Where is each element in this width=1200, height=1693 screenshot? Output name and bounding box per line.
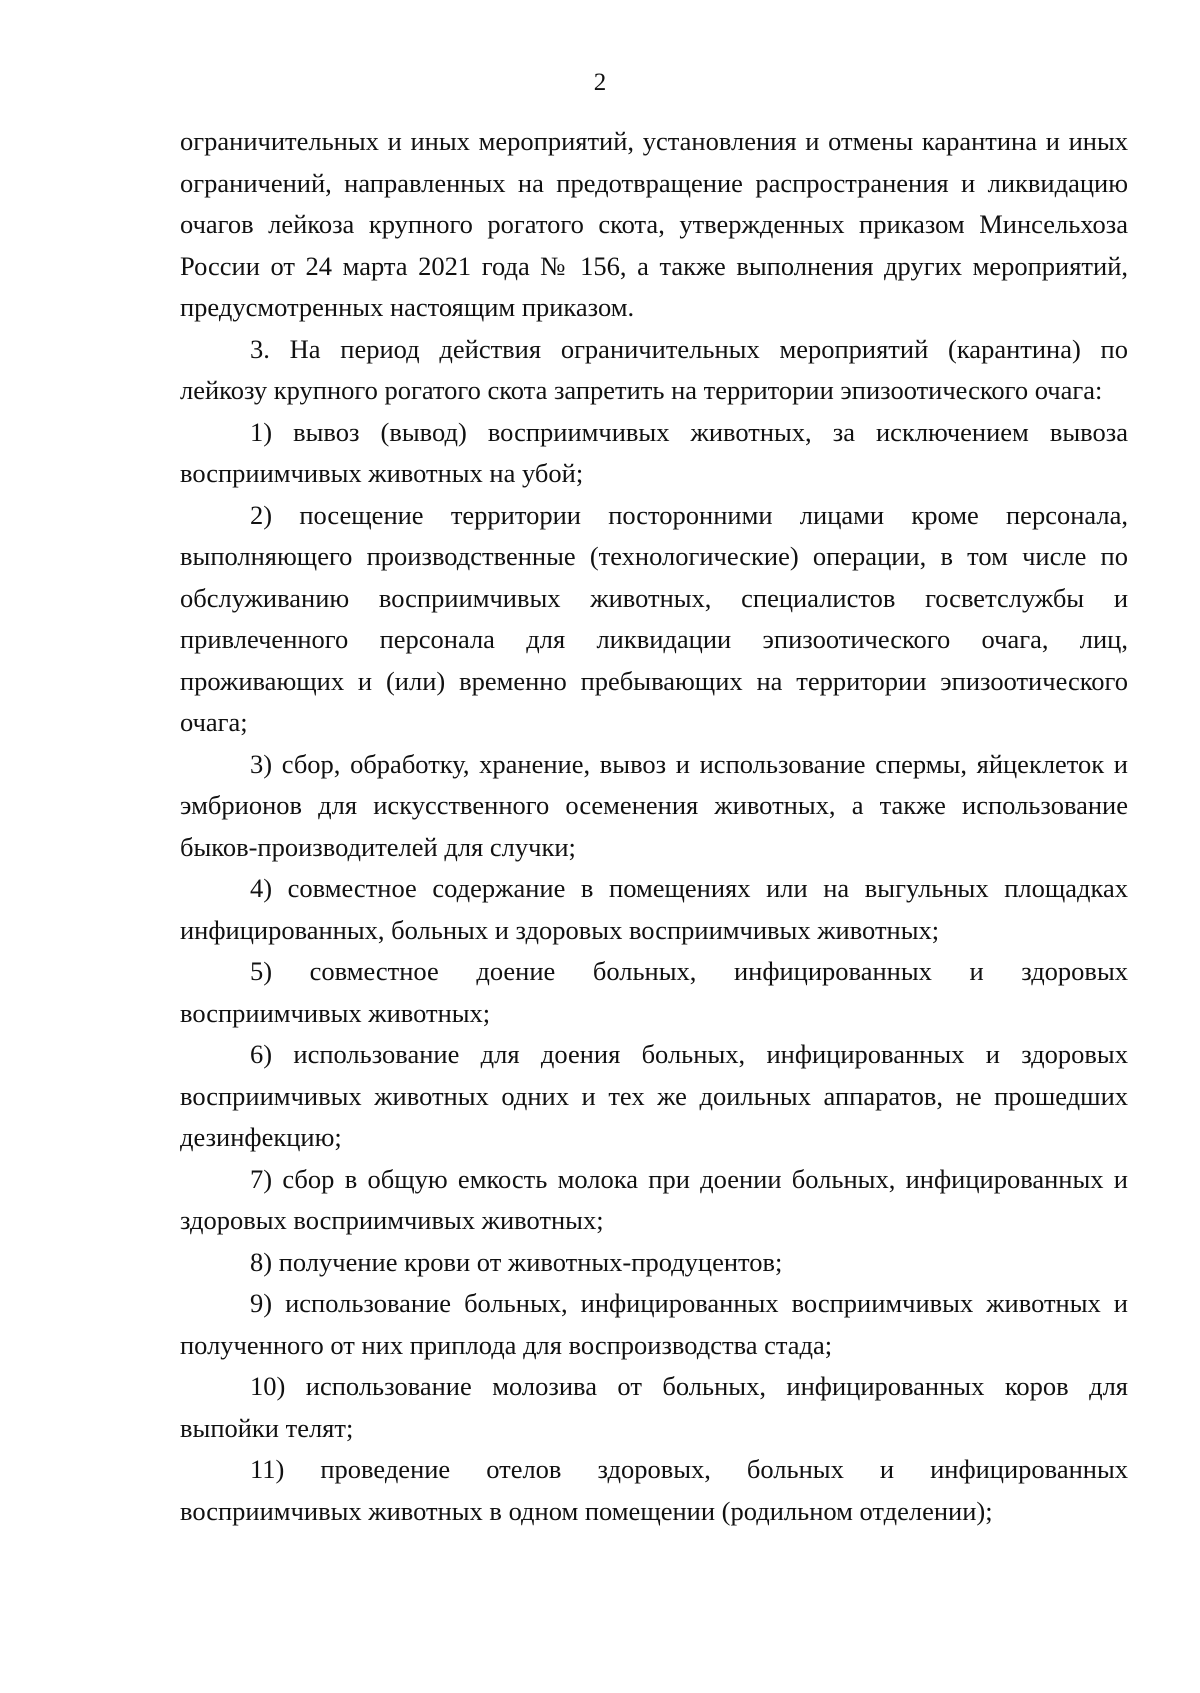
paragraph-continuation: ограничительных и иных мероприятий, установления и отмены карантина и иных ограничений, направленных на предотвращение распространения и ликвидацию очагов лейкоза крупного рогатого скота, утвержденных приказом Минсельхоза России от 24 марта 2021 года № 156, а также выполнения других мероприятий, предусмотренных настоящим приказом.: [180, 126, 1128, 322]
list-item: 5) совместное доение больных, инфицированных и здоровых восприимчивых животных;: [180, 956, 1128, 1028]
list-item: 6) использование для доения больных, инфицированных и здоровых восприимчивых животных одних и тех же доильных аппаратов, не прошедших дезинфекцию;: [180, 1039, 1128, 1152]
list-item: 8) получение крови от животных-продуцентов;: [250, 1246, 783, 1277]
list-item: 11) проведение отелов здоровых, больных и инфицированных восприимчивых животных в одном помещении (родильном отделении);: [180, 1454, 1128, 1526]
paragraph-item-3: 3. На период действия ограничительных мероприятий (карантина) по лейкозу крупного рогатого скота запретить на территории эпизоотического очага:: [180, 333, 1128, 405]
list-item: 7) сбор в общую емкость молока при доении больных, инфицированных и здоровых восприимчивых животных;: [180, 1163, 1128, 1235]
list-item: 3) сбор, обработку, хранение, вывоз и использование спермы, яйцеклеток и эмбрионов для искусственного осеменения животных, а также использование быков-производителей для случки;: [180, 748, 1128, 862]
list-item: 2) посещение территории посторонними лицами кроме персонала, выполняющего производственные (технологические) операции, в том числе по обслуживанию восприимчивых животных, специалистов госветслужбы и привлеченного персонала для ликвидации эпизоотического очага, лиц, проживающих и (или) временно пребывающих на территории эпизоотического очага;: [180, 499, 1128, 737]
list-item: 10) использование молозива от больных, инфицированных коров для выпойки телят;: [180, 1371, 1128, 1443]
list-item: 4) совместное содержание в помещениях или на выгульных площадках инфицированных, больных и здоровых восприимчивых животных;: [180, 873, 1128, 945]
document-body: [180, 121, 1128, 1532]
page-number: 2: [593, 69, 607, 96]
list-item: 1) вывоз (вывод) восприимчивых животных, за исключением вывоза восприимчивых животных на убой;: [180, 416, 1128, 488]
list-item: 9) использование больных, инфицированных восприимчивых животных и полученного от них приплода для воспроизводства стада;: [180, 1288, 1128, 1360]
